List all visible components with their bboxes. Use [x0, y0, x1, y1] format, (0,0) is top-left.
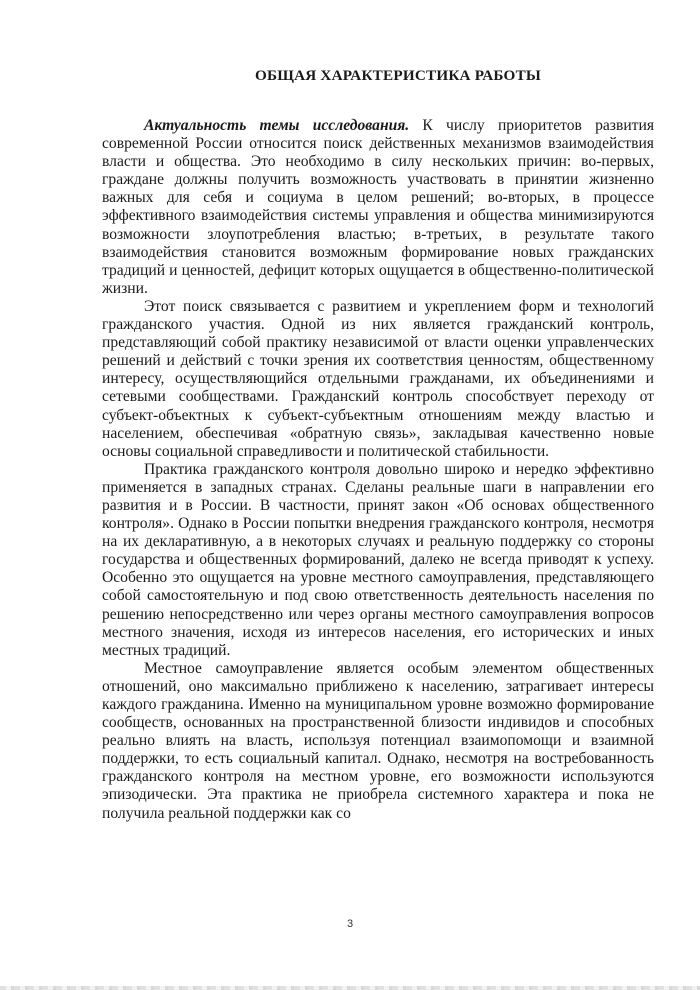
section-title: ОБЩАЯ ХАРАКТЕРИСТИКА РАБОТЫ [254, 67, 542, 84]
paragraph-local-self-government [102, 660, 654, 823]
body-text [102, 117, 654, 823]
paragraph-text: К числу приоритетов развития современной России относится поиск действенных механизмов взаимодействия власти и общества. Это необходимо в силу нескольких причин: во-первых, граждане должны получить возможность участвовать в принятии жизненно важных для себя и социума в целом решений; во-вторых, в процессе эффективного взаимодействия системы управления и общества минимизируются возможности злоупотребления властью; в-третьих, в результате такого взаимодействия становится возможным формирование новых гражданских традиций и ценностей, дефицит которых ощущается в общественно-политической жизни. [102, 117, 655, 297]
paragraph-text: Этот поиск связывается с развитием и укреплением форм и технологий гражданского участия. Одной из них является гражданский контроль, представляющий собой практику независимой от власти оценки управленческих решений и действий с точки зрения их соответствия ценностям, общественному интересу, осуществляющийся отдельными гражданами, их объединениями и сетевыми сообществами. Гражданский контроль способствует переходу от субъект-объектных к субъект-субъектным отношениям между властью и населением, обеспечивая «обратную связь», закладывая качественно новые основы социальной справедливости и политической стабильности. [102, 297, 654, 460]
scan-edge-artifact [0, 986, 700, 990]
paragraph-relevance [102, 117, 654, 298]
paragraph-text: Практика гражданского контроля довольно широко и нередко эффективно применяется в западных странах. Сделаны реальные шаги в направлении его развития и в России. В частности, принят закон «Об основах общественного контроля». Однако в России попытки внедрения гражданского контроля, несмотря на их декларативную, а в некоторых случаях и реальную поддержку со стороны государства и общественных формирований, далеко не всегда приводят к успеху. Особенно это ощущается на уровне местного самоуправления, представляющего собой самостоятельную и под свою ответственность деятельность населения по решению непосредственно или через органы местного самоуправления вопросов местного значения, исходя из интересов населения, его исторических и иных местных традиций. [102, 460, 654, 659]
paragraph-lead: Актуальность темы исследования. [144, 117, 410, 134]
page-number: 3 [346, 918, 354, 930]
paragraph-text: Местное самоуправление является особым элементом общественных отношений, оно максимально приближено к населению, затрагивает интересы каждого гражданина. Именно на муниципальном уровне возможно формирование сообществ, основанных на пространственной близости индивидов и способных реально влиять на власть, используя потенциал взаимопомощи и взаимной поддержки, то есть социальный капитал. Однако, несмотря на востребованность гражданского контроля на местном уровне, его возможности используются эпизодически. Эта практика не приобрела системного характера и пока не получила реальной поддержки как со [102, 659, 654, 822]
paragraph-civic-participation [102, 298, 654, 461]
paragraph-civic-control-practice [102, 461, 654, 660]
